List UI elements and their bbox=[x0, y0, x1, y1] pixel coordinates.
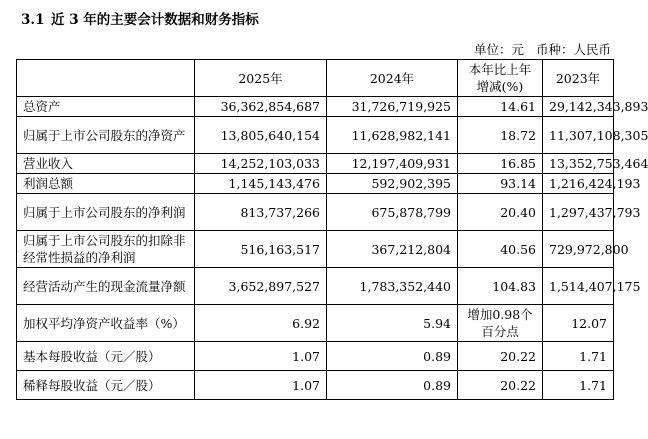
header-2024: 2024年 bbox=[327, 60, 458, 97]
value-change: 20.22 bbox=[458, 371, 543, 400]
row-label: 稀释每股收益（元／股） bbox=[17, 371, 195, 400]
currency-label: 币种：人民币 bbox=[535, 42, 611, 57]
value-2025: 6.92 bbox=[195, 305, 327, 342]
value-2025: 516,163,517 bbox=[195, 231, 327, 268]
table-row bbox=[17, 231, 614, 268]
value-2023: 1,216,424,193 bbox=[543, 174, 614, 194]
row-label: 利润总额 bbox=[17, 174, 195, 194]
value-change: 93.14 bbox=[458, 174, 543, 194]
value-2025: 1,145,143,476 bbox=[195, 174, 327, 194]
value-2025: 1.07 bbox=[195, 371, 327, 400]
value-2025: 14,252,103,033 bbox=[195, 154, 327, 174]
value-2025: 13,805,640,154 bbox=[195, 117, 327, 154]
value-2024: 11,628,982,141 bbox=[327, 117, 458, 154]
value-change: 40.56 bbox=[458, 231, 543, 268]
row-label: 加权平均净资产收益率（%） bbox=[17, 305, 195, 342]
value-2025: 3,652,897,527 bbox=[195, 268, 327, 305]
value-2024: 31,726,719,925 bbox=[327, 97, 458, 117]
value-2024: 675,878,799 bbox=[327, 194, 458, 231]
row-label: 归属于上市公司股东的净资产 bbox=[17, 117, 195, 154]
value-2025: 813,737,266 bbox=[195, 194, 327, 231]
value-change: 20.40 bbox=[458, 194, 543, 231]
value-2025: 1.07 bbox=[195, 342, 327, 371]
value-change: 20.22 bbox=[458, 342, 543, 371]
row-label: 经营活动产生的现金流量净额 bbox=[17, 268, 195, 305]
header-blank bbox=[17, 60, 195, 97]
unit-currency-line bbox=[462, 40, 611, 58]
table-row bbox=[17, 268, 614, 305]
section-heading bbox=[21, 8, 259, 28]
row-label: 营业收入 bbox=[17, 154, 195, 174]
financial-data-table bbox=[16, 59, 648, 400]
row-label: 基本每股收益（元／股） bbox=[17, 342, 195, 371]
value-2023: 1,514,407,175 bbox=[543, 268, 614, 305]
table-row bbox=[17, 194, 614, 231]
value-2023: 1.71 bbox=[543, 371, 614, 400]
table-row bbox=[17, 117, 614, 154]
value-change: 增加0.98个百分点 bbox=[458, 305, 543, 342]
value-2024: 12,197,409,931 bbox=[327, 154, 458, 174]
section-title: 近 3 年的主要会计数据和财务指标 bbox=[51, 12, 259, 28]
value-2024: 1,783,352,440 bbox=[327, 268, 458, 305]
table-row bbox=[17, 342, 614, 371]
value-2025: 36,362,854,687 bbox=[195, 97, 327, 117]
table-header-row bbox=[17, 60, 614, 97]
value-2023: 1.71 bbox=[543, 342, 614, 371]
table-row bbox=[17, 174, 614, 194]
section-number: 3.1 bbox=[21, 12, 45, 28]
row-label: 归属于上市公司股东的净利润 bbox=[17, 194, 195, 231]
value-2024: 0.89 bbox=[327, 342, 458, 371]
value-2023: 11,307,108,305 bbox=[543, 117, 614, 154]
table-row bbox=[17, 154, 614, 174]
header-2023: 2023年 bbox=[543, 60, 614, 97]
value-change: 18.72 bbox=[458, 117, 543, 154]
value-2023: 1,297,437,793 bbox=[543, 194, 614, 231]
value-2024: 592,902,395 bbox=[327, 174, 458, 194]
value-2024: 5.94 bbox=[327, 305, 458, 342]
header-2025: 2025年 bbox=[195, 60, 327, 97]
value-change: 16.85 bbox=[458, 154, 543, 174]
value-change: 104.83 bbox=[458, 268, 543, 305]
row-label: 总资产 bbox=[17, 97, 195, 117]
value-2023: 12.07 bbox=[543, 305, 614, 342]
value-2023: 729,972,800 bbox=[543, 231, 614, 268]
value-2024: 367,212,804 bbox=[327, 231, 458, 268]
value-2023: 13,352,753,464 bbox=[543, 154, 614, 174]
value-2023: 29,142,343,893 bbox=[543, 97, 614, 117]
table-row bbox=[17, 371, 614, 400]
unit-label: 单位：元 bbox=[473, 42, 524, 57]
row-label: 归属于上市公司股东的扣除非经常性损益的净利润 bbox=[17, 231, 195, 268]
header-change: 本年比上年增减(%) bbox=[458, 60, 543, 97]
table-row bbox=[17, 305, 614, 342]
value-change: 14.61 bbox=[458, 97, 543, 117]
table-row bbox=[17, 97, 614, 117]
value-2024: 0.89 bbox=[327, 371, 458, 400]
